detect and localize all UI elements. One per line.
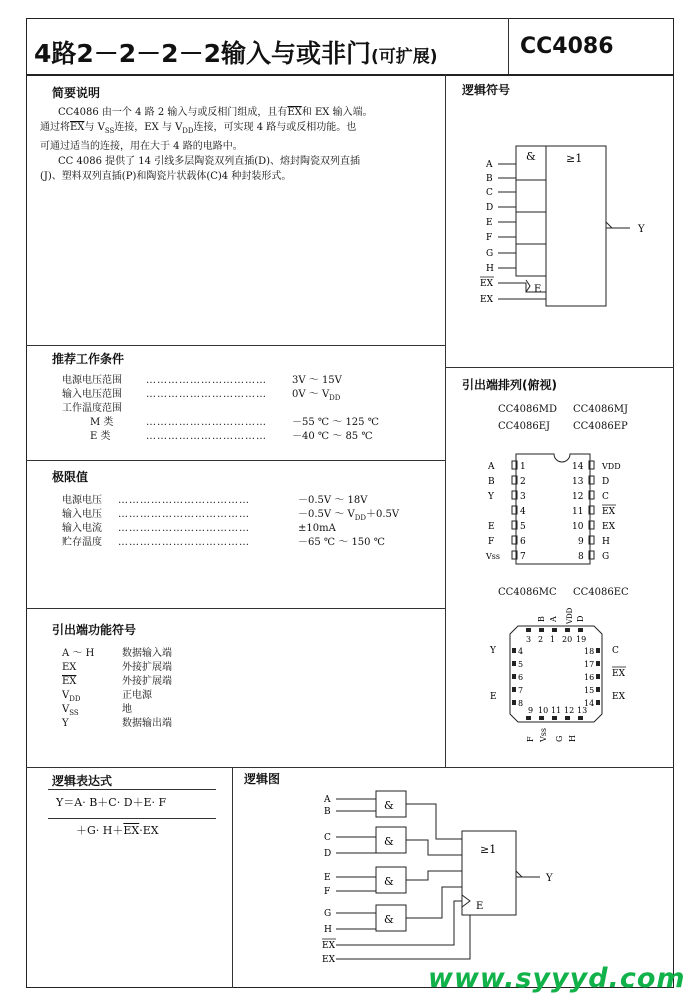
pin-function-row: $V_{SS}$ 地 (62, 704, 132, 717)
dip-pin-name: VDD (602, 462, 621, 471)
lcc-pin-name: B (537, 616, 546, 622)
dip-pin-num: 12 (572, 492, 584, 502)
dip-pin-name: H (602, 537, 610, 547)
output-y: Y (546, 873, 553, 884)
dip-pin-name: B (488, 477, 495, 487)
summary-heading: 简要说明 (52, 86, 101, 100)
operating-row: M 类 …………………………… －55 ℃ ～ 125 ℃ (90, 417, 379, 428)
operating-row: 输入电压范围 …………………………… 0V ～ $V_{DD}$ (62, 389, 341, 402)
lcc-pin-num: 1 (550, 635, 556, 644)
input-ex: EX (322, 955, 335, 965)
dip-pin-num: 8 (578, 552, 584, 562)
limits-row: 电源电压 ……………………………… －0.5V ～ 18V (62, 495, 368, 506)
lcc-pin-num: 13 (577, 706, 588, 715)
e-label: E (476, 901, 484, 912)
expression-overbar-2 (48, 818, 216, 819)
dip-package-diagram (478, 452, 648, 570)
dip-pin-num: 7 (520, 552, 526, 562)
lcc-pin-num: 11 (551, 706, 562, 715)
pin-function-row: EX 外接扩展端 (62, 662, 172, 673)
input-b: B (486, 174, 493, 184)
pin-functions-table (62, 644, 172, 728)
lcc-pin-name: D (576, 615, 585, 622)
lcc-pin-num: 12 (564, 706, 575, 715)
lcc-pin-name: E (490, 692, 497, 702)
lcc-pin-name: G (555, 735, 564, 742)
lcc-pin-num: 10 (538, 706, 549, 715)
and-gate-3: & (384, 875, 394, 888)
lcc-pin-num: 18 (584, 647, 595, 656)
dip-pin-name: A (488, 462, 495, 472)
lcc-pin-name: Y (490, 646, 496, 656)
dip-packages: CC4086MD CC4086MJ CC4086EJ CC4086EP (498, 404, 628, 432)
input-e: E (324, 873, 331, 883)
input-ex-bar: EX (322, 941, 335, 951)
rule-bottom (26, 767, 674, 768)
dip-pin-num: 14 (572, 462, 584, 472)
dip-pin-num: 5 (520, 522, 526, 532)
dip-pin-num: 13 (572, 477, 584, 487)
rule-pin-functions (26, 608, 445, 609)
operating-table (62, 371, 379, 441)
limits-row: 输入电压 ……………………………… －0.5V ～ $V_{DD}+0.5V$ (62, 509, 400, 522)
or-label: ≥1 (566, 152, 583, 165)
lcc-pin-num: 17 (584, 660, 595, 669)
lcc-pin-num: 20 (562, 635, 573, 644)
expression-line-2: $+G\cdot H+\overline{EX}\cdot EX$ (76, 824, 159, 837)
dip-pin-name: G (602, 552, 610, 562)
lcc-pin-name: A (549, 616, 558, 622)
dip-pin-name: D (602, 477, 610, 487)
dip-pin-num: 1 (520, 462, 526, 472)
limits-row: 贮存温度 ……………………………… －65 ℃ ～ 150 ℃ (62, 537, 385, 548)
lcc-pin-num: 7 (518, 686, 524, 695)
dip-pin-name: EX (602, 507, 615, 517)
input-a: A (486, 160, 493, 170)
input-d: D (486, 203, 494, 213)
and-gate-4: & (384, 913, 394, 926)
input-b: B (324, 807, 331, 817)
logic-diagram (310, 785, 570, 970)
lcc-pin-name: Vss (539, 728, 548, 742)
summary-text: CC4086 由一个 4 路 2 输入与或反相门组成，且有$\overline{EX}$和 EX 输入端。 通过将$\overline{EX}$与 $V_{SS}$连接，EX 与 $V_{DD}$连接，可实现 4 路与或反相功能。也 可通过适当的连接，用在大于 4 路的电路中。 CC 4086 提供了 14 引线多层陶瓷双列直插(D)、熔封陶瓷双列直插 (J)、塑料双列直插(P)和陶瓷片状载体(C)4 种封装形式。 (40, 107, 373, 182)
lcc-pin-num: 9 (528, 706, 534, 715)
bottom-divider (232, 767, 233, 988)
lcc-pin-num: 4 (518, 647, 524, 656)
lcc-pin-num: 15 (584, 686, 595, 695)
and-gate-1: & (384, 799, 394, 812)
logic-symbol (470, 140, 670, 310)
pin-function-row: $\overline{EX}$ 外接扩展端 (62, 676, 172, 687)
dip-pin-num: 10 (572, 522, 584, 532)
lcc-pin-name: C (612, 646, 619, 656)
dip-pin-num: 11 (572, 507, 584, 517)
dip-pin-num: 9 (578, 537, 584, 547)
rule-operating (26, 345, 445, 346)
input-ex-bar: EX (480, 279, 493, 289)
input-g: G (324, 909, 332, 919)
pin-function-row: A ～ H 数据输入端 (62, 648, 172, 659)
lcc-pin-name: VDD (566, 607, 574, 624)
dip-pin-name: F (488, 537, 495, 547)
input-f: F (486, 233, 493, 243)
limits-row: 输入电流 ……………………………… ±10mA (62, 523, 336, 534)
input-ex: EX (480, 295, 493, 305)
lcc-pin-num: 6 (518, 673, 524, 682)
lcc-pin-num: 8 (518, 699, 524, 708)
or-gate: ≥1 (480, 843, 497, 856)
dip-pin-num: 6 (520, 537, 526, 547)
dip-pin-name: Vss (486, 552, 500, 561)
lcc-pin-num: 2 (538, 635, 544, 644)
pinout-heading: 引出端排列(俯视) (462, 378, 557, 392)
lcc-packages: CC4086MC CC4086EC (498, 587, 629, 598)
input-f: F (324, 887, 331, 897)
expression-overbar-1 (48, 789, 216, 790)
logic-diagram-heading: 逻辑图 (244, 772, 281, 786)
input-h: H (486, 264, 494, 274)
operating-row: 工作温度范围 (62, 403, 122, 414)
input-d: D (324, 849, 332, 859)
input-e: E (486, 218, 493, 228)
pin-function-row: Y 数据输出端 (62, 718, 172, 729)
dip-pin-num: 4 (520, 507, 526, 517)
input-g: G (486, 249, 494, 259)
dip-pin-name: Y (488, 492, 494, 502)
input-c: C (324, 833, 331, 843)
input-a: A (324, 795, 331, 805)
dip-pin-name: EX (602, 522, 615, 532)
page-title: 4路2－2－2－2输入与或非门(可扩展) (34, 39, 438, 68)
header-rule (26, 74, 674, 76)
lcc-pin-num: 3 (526, 635, 532, 644)
and-gate-2: & (384, 835, 394, 848)
lcc-pin-num: 5 (518, 660, 524, 669)
lcc-pin-name: EX (612, 669, 625, 679)
limits-heading: 极限值 (52, 470, 89, 484)
lcc-package-diagram (478, 602, 648, 744)
operating-row: 电源电压范围 …………………………… 3V ～ 15V (62, 375, 342, 386)
rule-limits (26, 460, 445, 461)
lcc-pin-name: H (568, 735, 577, 742)
operating-heading: 推荐工作条件 (52, 352, 125, 366)
limits-table (62, 491, 399, 547)
part-number: CC4086 (520, 34, 614, 59)
rule-pinout (445, 367, 674, 368)
header-divider (508, 18, 509, 74)
pin-functions-heading: 引出端功能符号 (52, 623, 137, 637)
lcc-pin-num: 14 (584, 699, 595, 708)
dip-pin-num: 2 (520, 477, 526, 487)
input-h: H (324, 925, 332, 935)
output-y: Y (638, 224, 645, 235)
expression-heading: 逻辑表达式 (52, 774, 113, 788)
logic-symbol-heading: 逻辑符号 (462, 83, 511, 97)
dip-pin-name: E (488, 522, 495, 532)
e-label: E (534, 284, 542, 295)
dip-pin-name: C (602, 492, 609, 502)
lcc-pin-name: F (526, 736, 535, 742)
column-divider (445, 74, 446, 767)
input-c: C (486, 188, 493, 198)
lcc-pin-name: EX (612, 692, 625, 702)
watermark: www.syyyd.com (428, 963, 686, 994)
dip-pin-num: 3 (520, 492, 526, 502)
expression-line-1: Y＝A· B＋C· D＋E· F (56, 796, 167, 809)
operating-row: E 类 …………………………… －40 ℃ ～ 85 ℃ (90, 431, 373, 442)
pin-function-row: $V_{DD}$ 正电源 (62, 690, 152, 703)
lcc-pin-num: 16 (584, 673, 595, 682)
lcc-pin-num: 19 (576, 635, 587, 644)
and-label: & (526, 150, 536, 163)
